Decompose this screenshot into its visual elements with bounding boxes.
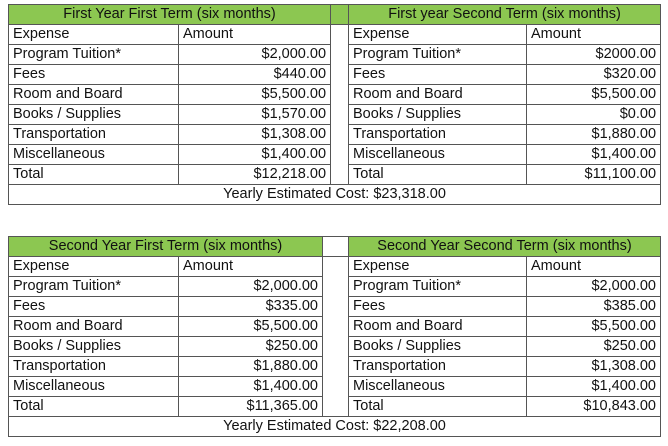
expense-amount: $1,400.00 <box>527 377 661 397</box>
expense-amount: $11,365.00 <box>179 397 323 417</box>
expense-label: Books / Supplies <box>349 105 527 125</box>
expense-amount: $2,000.00 <box>179 277 323 297</box>
expense-amount: $2,000.00 <box>179 45 331 65</box>
expense-row <box>9 337 661 357</box>
amount-header: Amount <box>527 257 661 277</box>
year2-yearly-cost <box>9 417 661 437</box>
yearly-cost-label: Yearly Estimated Cost: <box>223 186 370 202</box>
year2-second-term-title: Second Year Second Term (six months) <box>349 237 661 257</box>
expense-label: Total <box>349 397 527 417</box>
expense-amount: $10,843.00 <box>527 397 661 417</box>
expense-label: Books / Supplies <box>9 105 179 125</box>
yearly-cost-value: $22,208.00 <box>373 418 446 434</box>
expense-amount: $1,400.00 <box>179 145 331 165</box>
expense-row <box>9 145 661 165</box>
expense-amount: $1,400.00 <box>527 145 661 165</box>
expense-label: Room and Board <box>9 317 179 337</box>
expense-label: Total <box>9 397 179 417</box>
expense-header: Expense <box>9 257 179 277</box>
expense-amount: $0.00 <box>527 105 661 125</box>
expense-row <box>9 377 661 397</box>
expense-row <box>9 277 661 297</box>
expense-amount: $250.00 <box>527 337 661 357</box>
yearly-cost-label: Yearly Estimated Cost: <box>223 418 370 434</box>
expense-amount: $440.00 <box>179 65 331 85</box>
expense-row <box>9 125 661 145</box>
expense-row <box>9 297 661 317</box>
expense-amount: $5,500.00 <box>527 85 661 105</box>
expense-amount: $1,308.00 <box>527 357 661 377</box>
expense-amount: $1,880.00 <box>179 357 323 377</box>
expense-label: Fees <box>9 65 179 85</box>
expense-label: Fees <box>9 297 179 317</box>
expense-header: Expense <box>9 25 179 45</box>
expense-label: Fees <box>349 297 527 317</box>
expense-label: Miscellaneous <box>9 145 179 165</box>
expense-row <box>9 357 661 377</box>
expense-amount: $1,400.00 <box>179 377 323 397</box>
expense-amount: $12,218.00 <box>179 165 331 185</box>
expense-label: Miscellaneous <box>349 377 527 397</box>
expense-label: Program Tuition* <box>349 45 527 65</box>
expense-amount: $1,880.00 <box>527 125 661 145</box>
expense-label: Books / Supplies <box>349 337 527 357</box>
year1-first-term-title: First Year First Term (six months) <box>9 5 331 25</box>
expense-amount: $5,500.00 <box>527 317 661 337</box>
expense-row <box>9 85 661 105</box>
expense-label: Miscellaneous <box>9 377 179 397</box>
expense-header: Expense <box>349 257 527 277</box>
expense-amount: $385.00 <box>527 297 661 317</box>
yearly-cost-value: $23,318.00 <box>373 186 446 202</box>
amount-header: Amount <box>527 25 661 45</box>
expense-label: Room and Board <box>349 85 527 105</box>
year1-yearly-cost <box>9 185 661 205</box>
expense-amount: $1,570.00 <box>179 105 331 125</box>
expense-amount: $335.00 <box>179 297 323 317</box>
expense-label: Transportation <box>349 357 527 377</box>
expense-label: Transportation <box>9 357 179 377</box>
expense-amount: $5,500.00 <box>179 85 331 105</box>
year2-cost-table <box>8 236 660 437</box>
expense-amount: $2000.00 <box>527 45 661 65</box>
year1-cost-table <box>8 4 660 205</box>
year2-first-term-title: Second Year First Term (six months) <box>9 237 323 257</box>
expense-label: Transportation <box>349 125 527 145</box>
expense-header: Expense <box>349 25 527 45</box>
amount-header: Amount <box>179 257 323 277</box>
expense-row <box>9 45 661 65</box>
expense-amount: $320.00 <box>527 65 661 85</box>
expense-row <box>9 65 661 85</box>
expense-label: Fees <box>349 65 527 85</box>
expense-row <box>9 105 661 125</box>
expense-row <box>9 317 661 337</box>
expense-amount: $5,500.00 <box>179 317 323 337</box>
expense-amount: $1,308.00 <box>179 125 331 145</box>
expense-amount: $11,100.00 <box>527 165 661 185</box>
expense-label: Books / Supplies <box>9 337 179 357</box>
expense-row <box>9 165 661 185</box>
expense-amount: $2,000.00 <box>527 277 661 297</box>
expense-label: Room and Board <box>349 317 527 337</box>
expense-label: Miscellaneous <box>349 145 527 165</box>
year1-second-term-title: First year Second Term (six months) <box>349 5 661 25</box>
expense-amount: $250.00 <box>179 337 323 357</box>
expense-row <box>9 397 661 417</box>
amount-header: Amount <box>179 25 331 45</box>
expense-label: Program Tuition* <box>9 277 179 297</box>
expense-label: Room and Board <box>9 85 179 105</box>
expense-label: Transportation <box>9 125 179 145</box>
expense-label: Program Tuition* <box>9 45 179 65</box>
expense-label: Total <box>349 165 527 185</box>
expense-label: Program Tuition* <box>349 277 527 297</box>
expense-label: Total <box>9 165 179 185</box>
